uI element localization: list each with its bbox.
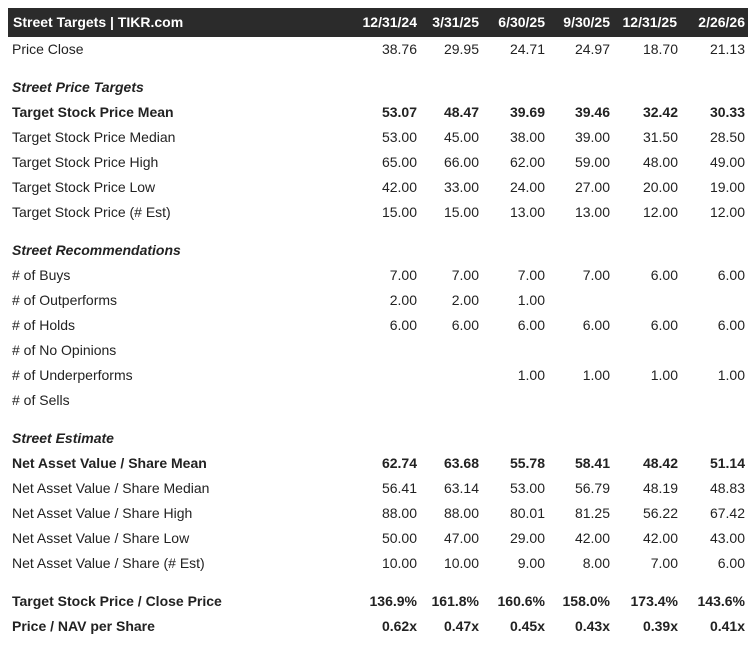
cell-value: 63.68 bbox=[443, 455, 479, 471]
cell-value: 6.00 bbox=[650, 317, 678, 333]
cell-value: 7.00 bbox=[650, 555, 678, 571]
cell-value: 7.00 bbox=[517, 267, 545, 283]
row-label: Target Stock Price Median bbox=[12, 129, 176, 145]
row-label: Net Asset Value / Share High bbox=[12, 505, 193, 521]
row-label: # of Underperforms bbox=[12, 367, 133, 383]
cell-value: 30.33 bbox=[709, 104, 745, 120]
cell-value: 20.00 bbox=[642, 179, 678, 195]
cell-value: 0.41x bbox=[709, 618, 745, 634]
cell-value: 160.6% bbox=[497, 593, 545, 609]
cell-value: 13.00 bbox=[574, 204, 610, 220]
cell-value: 29.95 bbox=[443, 41, 479, 57]
cell-value: 45.00 bbox=[443, 129, 479, 145]
cell-value: 56.22 bbox=[642, 505, 678, 521]
cell-value: 173.4% bbox=[630, 593, 678, 609]
cell-value: 7.00 bbox=[389, 267, 417, 283]
table-row bbox=[12, 200, 750, 225]
table-row bbox=[12, 338, 750, 363]
section-heading: Street Estimate bbox=[12, 430, 114, 446]
row-label: Target Stock Price Low bbox=[12, 179, 156, 195]
table-row bbox=[12, 551, 750, 576]
cell-value: 33.00 bbox=[443, 179, 479, 195]
cell-value: 12.00 bbox=[642, 204, 678, 220]
cell-value: 15.00 bbox=[443, 204, 479, 220]
table-row bbox=[12, 150, 750, 175]
cell-value: 51.14 bbox=[709, 455, 745, 471]
cell-value: 27.00 bbox=[574, 179, 610, 195]
cell-value: 56.41 bbox=[381, 480, 417, 496]
table-row bbox=[12, 589, 750, 614]
cell-value: 6.00 bbox=[451, 317, 479, 333]
cell-value: 48.19 bbox=[642, 480, 678, 496]
table-row bbox=[12, 501, 750, 526]
cell-value: 2.00 bbox=[389, 292, 417, 308]
cell-value: 2.00 bbox=[451, 292, 479, 308]
cell-value: 24.71 bbox=[509, 41, 545, 57]
cell-value: 38.76 bbox=[381, 41, 417, 57]
column-header: 3/31/25 bbox=[432, 14, 479, 30]
cell-value: 32.42 bbox=[642, 104, 678, 120]
row-label: Price Close bbox=[12, 41, 84, 57]
cell-value: 10.00 bbox=[381, 555, 417, 571]
cell-value: 9.00 bbox=[517, 555, 545, 571]
cell-value: 12.00 bbox=[709, 204, 745, 220]
table-row bbox=[12, 451, 750, 476]
cell-value: 62.00 bbox=[509, 154, 545, 170]
table-title: Street Targets | TIKR.com bbox=[13, 14, 184, 30]
table-row bbox=[12, 388, 750, 413]
cell-value: 88.00 bbox=[381, 505, 417, 521]
cell-value: 1.00 bbox=[582, 367, 610, 383]
cell-value: 42.00 bbox=[381, 179, 417, 195]
cell-value: 143.6% bbox=[697, 593, 745, 609]
cell-value: 29.00 bbox=[509, 530, 545, 546]
cell-value: 24.97 bbox=[574, 41, 610, 57]
cell-value: 88.00 bbox=[443, 505, 479, 521]
cell-value: 6.00 bbox=[717, 267, 745, 283]
cell-value: 6.00 bbox=[650, 267, 678, 283]
row-label: Net Asset Value / Share (# Est) bbox=[12, 555, 205, 571]
column-header: 12/31/25 bbox=[622, 14, 677, 30]
cell-value: 48.42 bbox=[642, 455, 678, 471]
section-heading-row bbox=[12, 238, 750, 263]
cell-value: 24.00 bbox=[509, 179, 545, 195]
cell-value: 58.41 bbox=[574, 455, 610, 471]
cell-value: 6.00 bbox=[717, 317, 745, 333]
row-label: Net Asset Value / Share Mean bbox=[12, 455, 207, 471]
cell-value: 47.00 bbox=[443, 530, 479, 546]
table-row bbox=[12, 100, 750, 125]
cell-value: 81.25 bbox=[574, 505, 610, 521]
cell-value: 21.13 bbox=[709, 41, 745, 57]
cell-value: 0.45x bbox=[509, 618, 545, 634]
cell-value: 39.69 bbox=[509, 104, 545, 120]
row-label: Net Asset Value / Share Median bbox=[12, 480, 210, 496]
table-row bbox=[12, 526, 750, 551]
row-label: # of Buys bbox=[12, 267, 71, 283]
table-header bbox=[8, 8, 748, 37]
cell-value: 62.74 bbox=[381, 455, 417, 471]
cell-value: 49.00 bbox=[709, 154, 745, 170]
cell-value: 8.00 bbox=[582, 555, 610, 571]
cell-value: 7.00 bbox=[582, 267, 610, 283]
table-row bbox=[12, 175, 750, 200]
row-label: Target Stock Price High bbox=[12, 154, 159, 170]
column-header: 12/31/24 bbox=[362, 14, 417, 30]
cell-value: 18.70 bbox=[642, 41, 678, 57]
cell-value: 53.07 bbox=[381, 104, 417, 120]
table-row bbox=[12, 288, 750, 313]
cell-value: 136.9% bbox=[369, 593, 417, 609]
row-label: Price / NAV per Share bbox=[12, 618, 155, 634]
cell-value: 28.50 bbox=[709, 129, 745, 145]
cell-value: 6.00 bbox=[582, 317, 610, 333]
column-header: 2/26/26 bbox=[698, 14, 745, 30]
cell-value: 42.00 bbox=[642, 530, 678, 546]
table-row bbox=[12, 263, 750, 288]
cell-value: 158.0% bbox=[562, 593, 610, 609]
cell-value: 1.00 bbox=[517, 367, 545, 383]
cell-value: 7.00 bbox=[451, 267, 479, 283]
row-label: Target Stock Price (# Est) bbox=[12, 204, 171, 220]
row-label: # of Outperforms bbox=[12, 292, 118, 308]
cell-value: 39.46 bbox=[574, 104, 610, 120]
cell-value: 38.00 bbox=[509, 129, 545, 145]
cell-value: 13.00 bbox=[509, 204, 545, 220]
cell-value: 0.62x bbox=[381, 618, 417, 634]
cell-value: 6.00 bbox=[389, 317, 417, 333]
column-header: 9/30/25 bbox=[563, 14, 610, 30]
table-row bbox=[12, 614, 750, 639]
row-label: Target Stock Price Mean bbox=[12, 104, 174, 120]
cell-value: 53.00 bbox=[509, 480, 545, 496]
cell-value: 48.47 bbox=[443, 104, 479, 120]
cell-value: 48.83 bbox=[709, 480, 745, 496]
section-heading-row bbox=[12, 75, 750, 100]
row-label: Net Asset Value / Share Low bbox=[12, 530, 190, 546]
section-heading-row bbox=[12, 426, 750, 451]
table-row bbox=[12, 125, 750, 150]
cell-value: 80.01 bbox=[509, 505, 545, 521]
cell-value: 48.00 bbox=[642, 154, 678, 170]
cell-value: 0.47x bbox=[443, 618, 479, 634]
cell-value: 0.39x bbox=[642, 618, 678, 634]
cell-value: 6.00 bbox=[517, 317, 545, 333]
table-row bbox=[12, 476, 750, 501]
row-label: Target Stock Price / Close Price bbox=[12, 593, 222, 609]
cell-value: 43.00 bbox=[709, 530, 745, 546]
cell-value: 19.00 bbox=[709, 179, 745, 195]
table-row bbox=[12, 363, 750, 388]
table-row bbox=[12, 313, 750, 338]
table-row bbox=[12, 37, 750, 62]
cell-value: 1.00 bbox=[717, 367, 745, 383]
cell-value: 59.00 bbox=[574, 154, 610, 170]
cell-value: 65.00 bbox=[381, 154, 417, 170]
section-heading: Street Price Targets bbox=[12, 79, 144, 95]
cell-value: 39.00 bbox=[574, 129, 610, 145]
row-label: # of Sells bbox=[12, 392, 70, 408]
cell-value: 53.00 bbox=[381, 129, 417, 145]
cell-value: 0.43x bbox=[574, 618, 610, 634]
cell-value: 161.8% bbox=[431, 593, 479, 609]
cell-value: 56.79 bbox=[574, 480, 610, 496]
section-heading: Street Recommendations bbox=[12, 242, 181, 258]
cell-value: 55.78 bbox=[509, 455, 545, 471]
cell-value: 31.50 bbox=[642, 129, 678, 145]
cell-value: 1.00 bbox=[517, 292, 545, 308]
cell-value: 66.00 bbox=[443, 154, 479, 170]
column-header: 6/30/25 bbox=[498, 14, 545, 30]
cell-value: 10.00 bbox=[443, 555, 479, 571]
cell-value: 6.00 bbox=[717, 555, 745, 571]
cell-value: 63.14 bbox=[443, 480, 479, 496]
row-label: # of No Opinions bbox=[12, 342, 117, 358]
row-label: # of Holds bbox=[12, 317, 76, 333]
cell-value: 15.00 bbox=[381, 204, 417, 220]
cell-value: 67.42 bbox=[709, 505, 745, 521]
cell-value: 42.00 bbox=[574, 530, 610, 546]
cell-value: 1.00 bbox=[650, 367, 678, 383]
cell-value: 50.00 bbox=[381, 530, 417, 546]
